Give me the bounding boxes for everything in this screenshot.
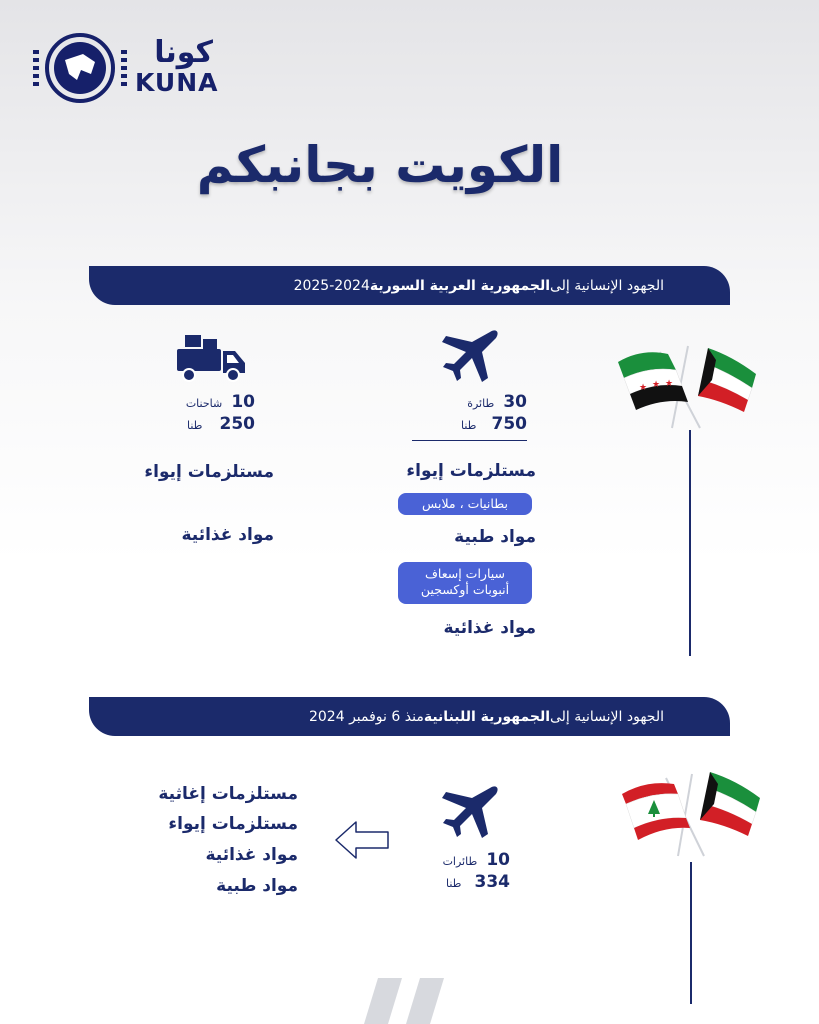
syria-timeline-line [689,430,691,656]
kuna-globe-logo-icon [33,30,133,105]
kuwait-lebanon-flags [614,768,764,858]
syria-air-item-food: مواد غذائية [443,618,536,638]
syria-land-stats [165,392,255,436]
lebanon-timeline-line [690,862,692,1004]
syria-air-tons: 750 [491,414,527,434]
lebanon-banner-country: الجمهورية اللبنانية [423,708,550,725]
kuna-logo [33,30,218,105]
svg-text:★: ★ [652,380,661,390]
detail-ambulances: سيارات إسعاف [424,566,506,581]
page-title: الكويت بجانبكم [196,136,564,194]
lebanon-item-medical: مواد طبية [216,876,298,896]
syria-land-item-shelter: مستلزمات إيواء [144,462,274,482]
syria-air-shelter-detail: بطانيات ، ملابس [398,493,532,515]
airplane-icon [438,328,500,386]
syria-air-count: 30 [503,392,527,412]
decorative-slashes-icon [360,978,456,1024]
syria-air-count-label: طائرة [467,397,495,410]
lebanon-item-food: مواد غذائية [205,845,298,865]
syria-banner-years: 2025-2024 [293,277,370,294]
svg-text:★: ★ [665,379,674,389]
lebanon-air-count: 10 [486,850,510,870]
syria-land-count-label: شاحنات [185,397,223,410]
syria-air-divider [412,440,527,441]
kuwait-flag-icon [698,348,756,412]
syria-land-tons-label: طنا [186,419,203,432]
svg-text:★: ★ [639,383,648,393]
syria-land-tons: 250 [219,414,255,434]
lebanon-item-shelter: مستلزمات إيواء [168,814,298,834]
lebanon-flag-icon [622,783,690,840]
detail-oxygen: أنبوبات أوكسجين [420,582,510,597]
lebanon-banner-prefix: الجهود الإنسانية إلى [550,708,664,725]
syria-banner-country: الجمهورية العربية السورية [369,277,550,294]
syria-air-stats [412,392,527,436]
syria-air-item-shelter: مستلزمات إيواء [406,461,536,481]
lebanon-air-stats [420,850,510,894]
lebanon-air-tons-label: طنا [445,877,462,890]
logo-arabic-text: كونا [154,35,213,70]
lebanon-item-relief: مستلزمات إغاثية [158,784,298,804]
syria-air-medical-detail [398,562,532,604]
arrow-left-icon [334,818,392,862]
syria-land-item-food: مواد غذائية [181,525,274,545]
lebanon-banner [89,697,730,736]
syria-land-count: 10 [231,392,255,412]
kuwait-syria-flags [612,340,762,430]
syria-air-item-medical: مواد طبية [454,527,536,547]
lebanon-air-count-label: طائرات [442,855,478,868]
kuwait-flag-icon [700,772,760,836]
logo-english-text: KUNA [135,68,219,97]
syria-banner-prefix: الجهود الإنسانية إلى [550,277,664,294]
truck-icon [175,333,247,383]
airplane-icon [438,784,500,842]
lebanon-air-tons: 334 [474,872,510,892]
syria-banner [89,266,730,305]
lebanon-banner-date: منذ 6 نوفمبر 2024 [308,708,424,725]
syria-air-tons-label: طنا [460,419,477,432]
